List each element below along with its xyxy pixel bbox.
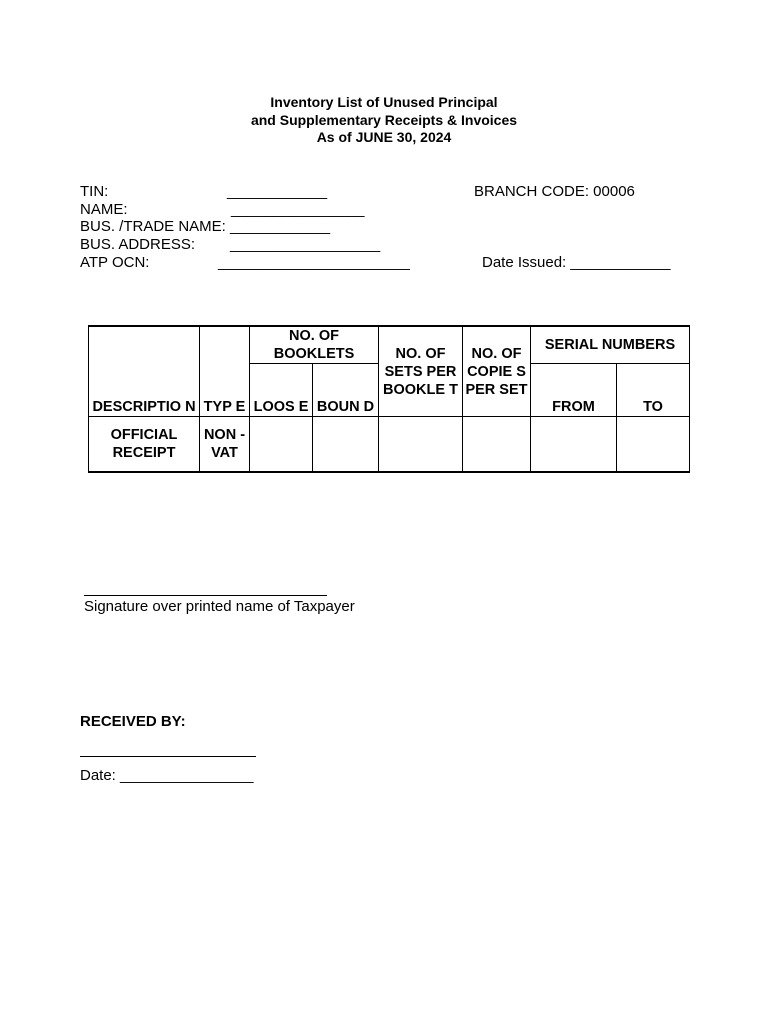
cell-loose bbox=[250, 417, 313, 473]
cell-from bbox=[531, 417, 617, 473]
header-bound: BOUN D bbox=[313, 364, 379, 417]
cell-sets-per-booklet bbox=[379, 417, 463, 473]
address-label: BUS. ADDRESS: bbox=[80, 236, 196, 253]
table-row bbox=[89, 417, 690, 473]
inventory-table bbox=[88, 325, 690, 473]
trade-name-field: BUS. /TRADE NAME: ____________ bbox=[80, 218, 331, 235]
title-line-1: Inventory List of Unused Principal bbox=[270, 94, 498, 110]
header-description: DESCRIPTIO N bbox=[89, 326, 200, 417]
signature-line bbox=[84, 595, 327, 596]
header-type: TYP E bbox=[200, 326, 250, 417]
tin-label: TIN: bbox=[80, 183, 109, 200]
cell-type: NON -VAT bbox=[200, 417, 250, 473]
header-serial-numbers: SERIAL NUMBERS bbox=[531, 326, 690, 364]
branch-code: BRANCH CODE: 00006 bbox=[474, 183, 635, 200]
cell-description: OFFICIAL RECEIPT bbox=[89, 417, 200, 473]
atp-label: ATP OCN: bbox=[80, 254, 150, 271]
date-issued-field: Date Issued: ____________ bbox=[482, 254, 671, 271]
received-date-field: Date: ________________ bbox=[80, 767, 254, 784]
header-to: TO bbox=[617, 364, 690, 417]
header-no-of-booklets: NO. OF BOOKLETS bbox=[250, 326, 379, 364]
header-from: FROM bbox=[531, 364, 617, 417]
header-copies-per-set: NO. OF COPIE S PER SET bbox=[463, 326, 531, 417]
header-loose: LOOS E bbox=[250, 364, 313, 417]
name-label: NAME: bbox=[80, 201, 128, 218]
atp-blank: _______________________ bbox=[218, 254, 410, 271]
cell-bound bbox=[313, 417, 379, 473]
signature-label: Signature over printed name of Taxpayer bbox=[84, 598, 355, 615]
header-sets-per-booklet: NO. OF SETS PER BOOKLE T bbox=[379, 326, 463, 417]
document-title bbox=[0, 94, 768, 147]
cell-copies-per-set bbox=[463, 417, 531, 473]
received-by-label: RECEIVED BY: bbox=[80, 713, 186, 730]
tin-blank: ____________ bbox=[227, 183, 328, 200]
address-blank: __________________ bbox=[230, 236, 381, 253]
received-by-line bbox=[80, 756, 256, 757]
name-blank: ________________ bbox=[231, 201, 365, 218]
title-line-3: As of JUNE 30, 2024 bbox=[316, 129, 452, 145]
title-line-2: and Supplementary Receipts & Invoices bbox=[250, 111, 518, 128]
cell-to bbox=[617, 417, 690, 473]
